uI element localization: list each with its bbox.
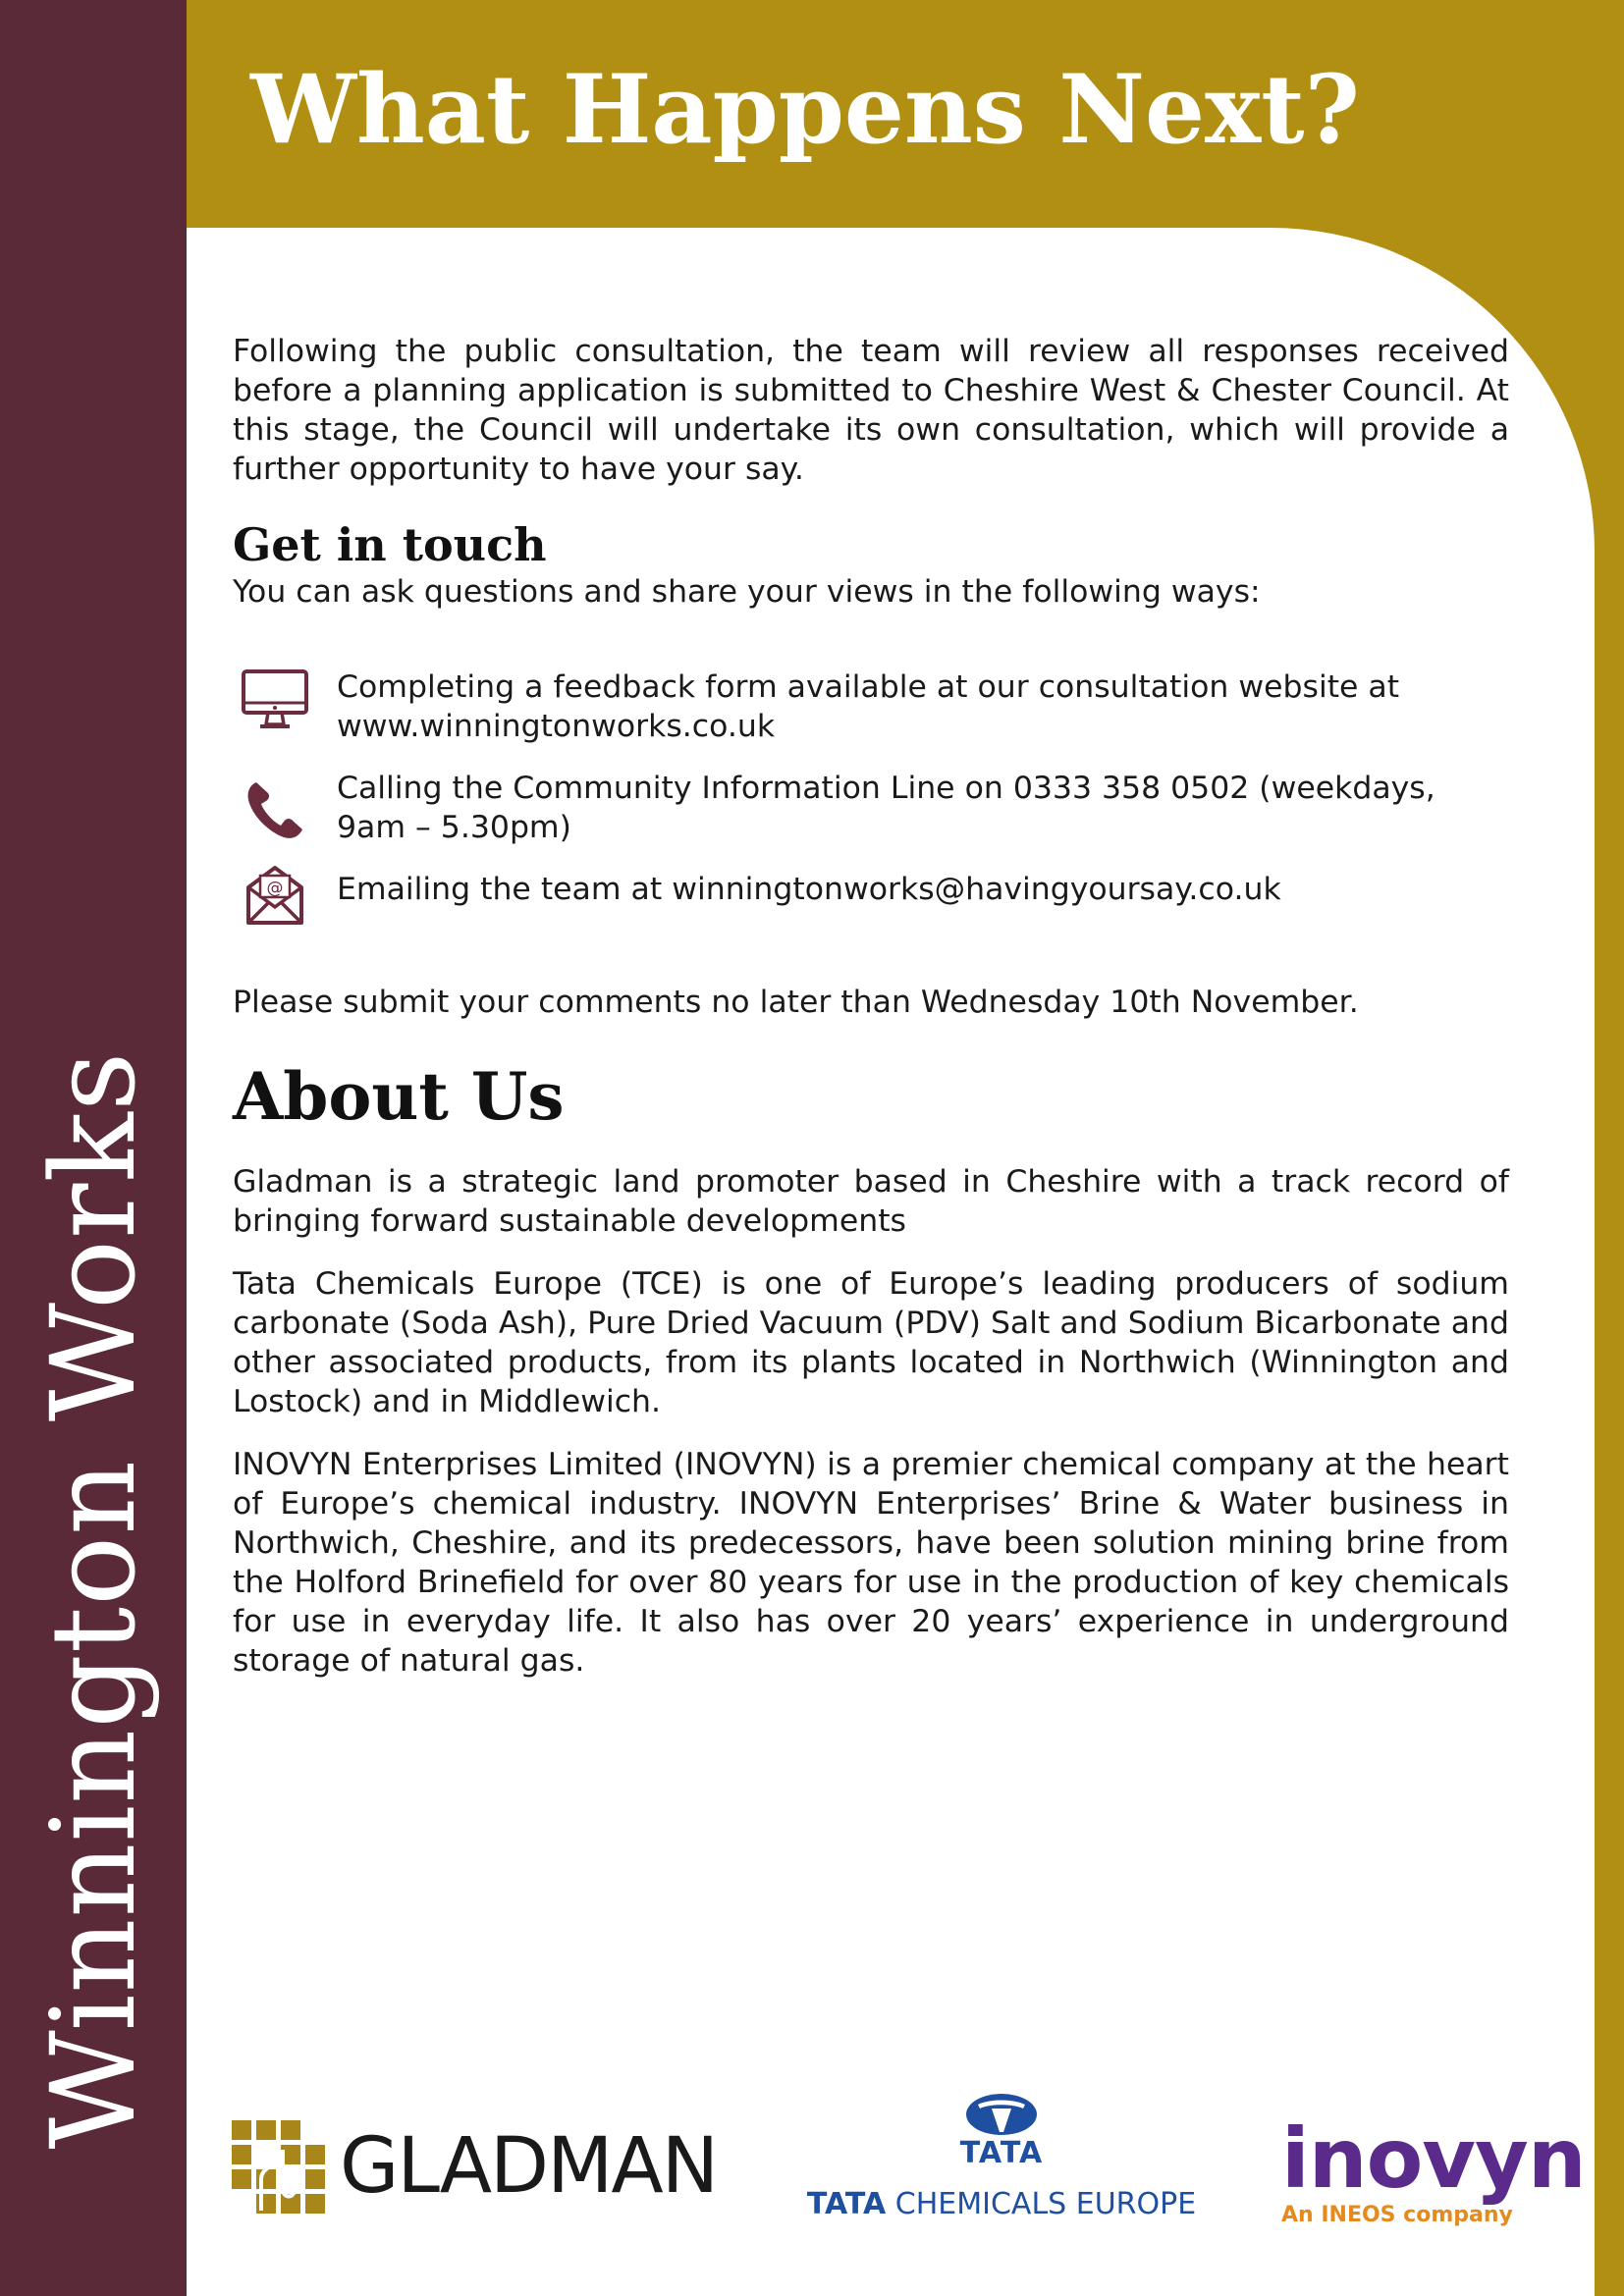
gladman-wordmark: GLADMAN: [340, 2122, 718, 2211]
contact-item-email: [233, 870, 1509, 938]
about-paragraph-gladman: Gladman is a strategic land promoter based in Cheshire with a track record of bringing forward sustainable developments: [233, 1164, 1509, 1239]
tata-brand-text: TATA: [806, 2187, 887, 2221]
gladman-logo: [232, 2120, 742, 2218]
about-us-heading: About Us: [233, 1058, 565, 1135]
page-title: What Happens Next?: [250, 54, 1360, 165]
deadline-text: Please submit your comments no later than Wednesday 10th November.: [233, 985, 1359, 1020]
computer-monitor-icon: [241, 667, 309, 732]
intro-paragraph: Following the public consultation, the team will review all responses received before a planning application is submitted to Cheshire West & Chester Council. At this stage, the Council will undertake its own consultation, which will provide a further opportunity to have your say.: [233, 334, 1509, 487]
contact-website-line1: Completing a feedback form available at our consultation website at: [337, 669, 1400, 705]
phone-icon: [241, 778, 309, 843]
inovyn-logo: [1281, 2110, 1586, 2236]
about-paragraph-inovyn: INOVYN Enterprises Limited (INOVYN) is a premier chemical company at the heart of Europe’s chemical industry. INOVYN Enterprises’ Brine & Water business in Northwich, Cheshire, and its predecessors, have been solution mining brine from the Holford Brinefield for over 80 years for use in the production of key chemicals for use in everyday life. It also has over 20 years’ experience in underground storage of natural gas.: [233, 1447, 1509, 1679]
sidebar: [0, 0, 187, 2296]
contact-item-phone: [233, 769, 1509, 853]
contact-phone-line2: 9am – 5.30pm): [337, 810, 571, 845]
inovyn-tagline: An INEOS company: [1281, 2203, 1513, 2227]
sidebar-title: Winnington Works: [26, 1050, 161, 2150]
get-in-touch-heading: Get in touch: [233, 518, 547, 571]
get-in-touch-lead: You can ask questions and share your views in the following ways:: [233, 574, 1261, 610]
gladman-grid-mark: [232, 2120, 326, 2215]
contact-item-website: [233, 667, 1509, 752]
tata-chemicals-europe-text: [800, 2187, 1203, 2221]
contact-website-text: [337, 667, 1505, 746]
tata-wordmark: TATA: [959, 2136, 1044, 2170]
chemicals-europe-text: CHEMICALS EUROPE: [894, 2187, 1197, 2221]
tata-emblem: [964, 2093, 1039, 2136]
contact-phone-text: [337, 769, 1505, 847]
email-envelope-icon: [241, 862, 309, 927]
svg-text:@: @: [266, 879, 284, 898]
contact-email-line1[interactable]: Emailing the team at winningtonworks@havingyoursay.co.uk: [337, 872, 1281, 907]
contact-email-text: [337, 870, 1505, 909]
tata-chemicals-logo: [800, 2097, 1203, 2234]
about-paragraph-tata: Tata Chemicals Europe (TCE) is one of Europe’s leading producers of sodium carbonate (Soda Ash), Pure Dried Vacuum (PDV) Salt and Sodium Bicarbonate and other associated products, from its plants located in Northwich (Winnington and Lostock) and in Middlewich.: [233, 1266, 1509, 1419]
contact-website-link[interactable]: www.winningtonworks.co.uk: [337, 709, 776, 744]
inovyn-wordmark: inovyn: [1281, 2110, 1586, 2207]
contact-phone-line1: Calling the Community Information Line on 0333 358 0502 (weekdays,: [337, 771, 1435, 806]
